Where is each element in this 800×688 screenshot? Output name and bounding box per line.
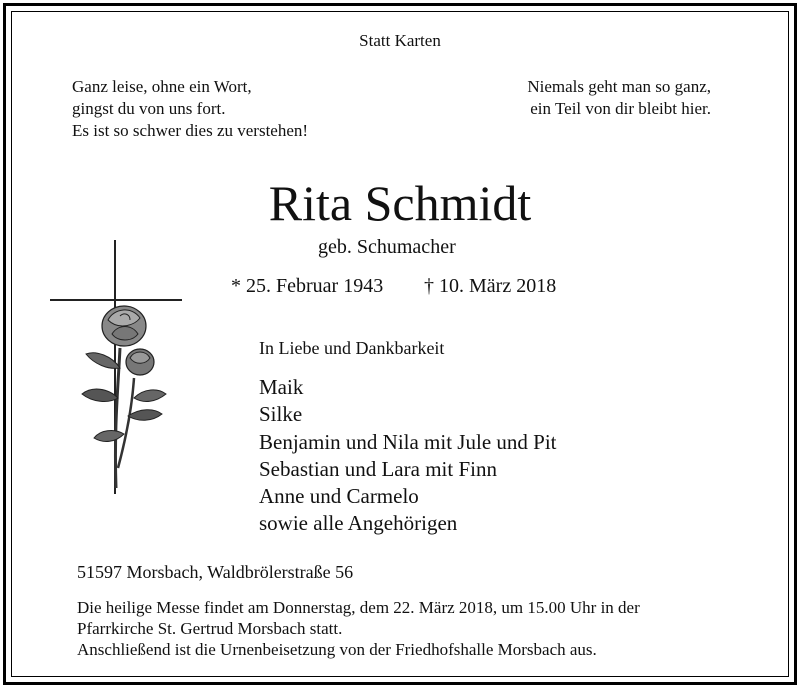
birth-name: geb. Schumacher: [318, 236, 456, 258]
family-member: Maik: [259, 375, 304, 399]
family-member: Silke: [259, 402, 303, 427]
family-member: Benjamin und Nila mit Jule und Pit: [259, 429, 557, 454]
notice-line: Anschließend ist die Urnenbeisetzung von der Friedhofshalle Morsbach aus.: [77, 640, 597, 659]
family-member: Sebastian und Lara mit Finn: [259, 456, 497, 481]
family-member: sowie alle Angehörigen: [259, 511, 458, 536]
poem-right-line: ein Teil von dir bleibt hier.: [530, 99, 711, 118]
address: 51597 Morsbach, Waldbrölerstraße 56: [77, 562, 354, 582]
deceased-name: Rita Schmidt: [268, 175, 532, 231]
birth-date: * 25. Februar 1943: [231, 275, 384, 297]
poem-left-line: Es ist so schwer dies zu verstehen!: [72, 121, 309, 140]
rose-icon: [82, 306, 166, 488]
funeral-notice: [77, 597, 640, 660]
header-text: Statt Karten: [359, 31, 441, 50]
poem-right-line: Niemals geht man so ganz,: [527, 77, 711, 96]
notice-line: Pfarrkirche St. Gertrud Morsbach statt.: [77, 619, 343, 638]
family-member: Anne und Carmelo: [259, 484, 419, 509]
poem-right: [527, 76, 711, 120]
dedication: In Liebe und Dankbarkeit: [259, 338, 445, 358]
poem-left-line: gingst du von uns fort.: [72, 99, 226, 118]
cross-icon: [48, 238, 188, 496]
poem-left: [72, 76, 308, 142]
death-date: † 10. März 2018: [424, 275, 557, 297]
family-list: [259, 374, 557, 538]
poem-left-line: Ganz leise, ohne ein Wort,: [72, 77, 252, 96]
notice-line: Die heilige Messe findet am Donnerstag, dem 22. März 2018, um 15.00 Uhr in der: [77, 598, 640, 617]
